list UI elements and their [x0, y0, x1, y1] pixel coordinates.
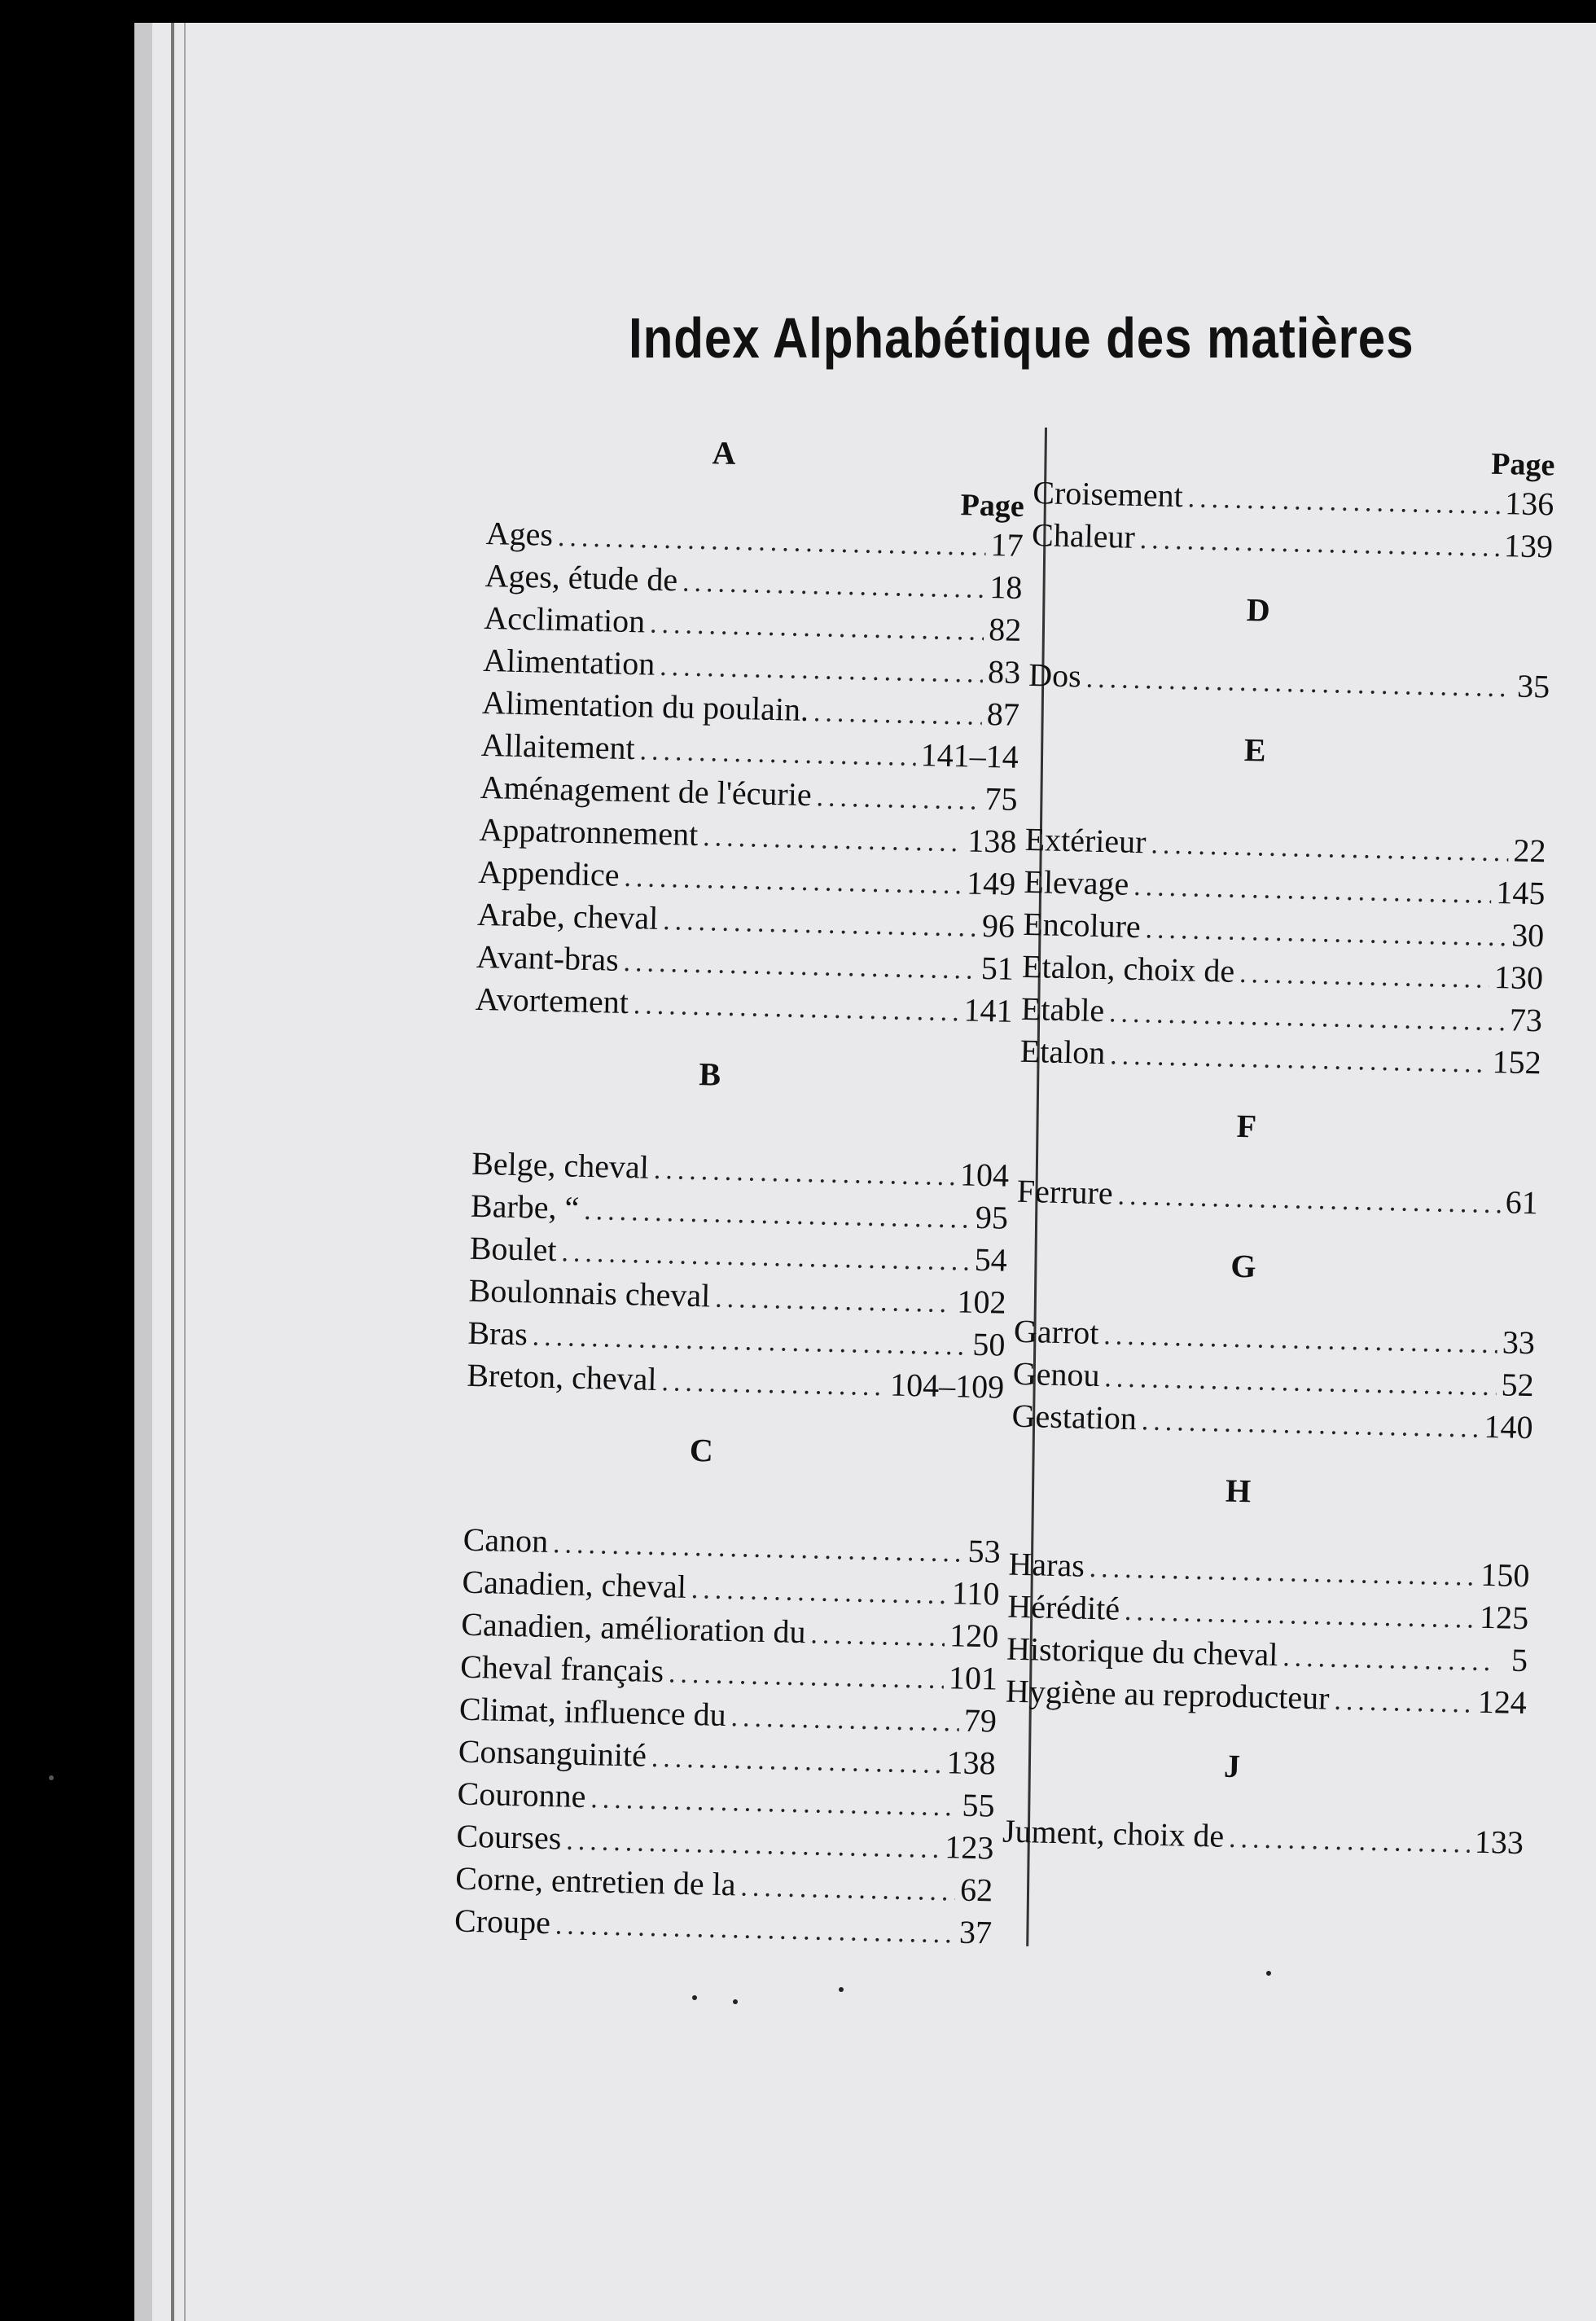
section-a-entries — [475, 512, 1024, 1033]
entry-term: Gestation — [1011, 1397, 1138, 1437]
entry-term: Avant-bras — [476, 937, 620, 978]
section-g-entries — [1011, 1310, 1535, 1449]
section-b-entries — [467, 1143, 1010, 1409]
entry-page: 110 — [951, 1574, 1000, 1612]
entry-page: 104 — [959, 1156, 1010, 1194]
section-letter-e: E — [1243, 731, 1267, 769]
section-letter-f: F — [1236, 1107, 1257, 1145]
entry-page: 133 — [1474, 1823, 1524, 1862]
entry-page: 54 — [974, 1240, 1008, 1279]
leader-dots — [703, 816, 963, 864]
page-column-header: Page — [960, 488, 1025, 524]
leader-dots — [555, 1904, 954, 1955]
entry-term: Acclimation — [483, 599, 646, 640]
leader-dots — [1239, 953, 1490, 1001]
entry-page: 138 — [946, 1744, 997, 1782]
leader-dots — [1117, 1175, 1501, 1226]
entry-term: Cheval français — [459, 1648, 664, 1690]
leader-dots — [816, 776, 980, 823]
entry-term: Alimentation — [482, 641, 656, 682]
section-letter-c: C — [689, 1431, 714, 1469]
entry-term: Canadien, cheval — [462, 1563, 687, 1605]
entry-term: Croupe — [454, 1902, 551, 1941]
entry-page: 145 — [1495, 874, 1546, 912]
leader-dots — [1139, 519, 1499, 569]
index-column-right — [1002, 436, 1555, 1864]
entry-term: Etalon — [1019, 1032, 1106, 1072]
entry-term: Hérédité — [1006, 1587, 1120, 1627]
binding-line — [171, 23, 174, 2321]
entry-term: Jument, choix de — [1002, 1812, 1225, 1854]
entry-term: Haras — [1008, 1545, 1085, 1584]
leader-dots — [624, 857, 962, 906]
scan-speck — [733, 1999, 738, 2004]
entry-term: Alimentation du poulain. — [481, 683, 809, 729]
entry-page: 35 — [1516, 667, 1550, 705]
binding-line-secondary — [184, 23, 186, 2321]
entry-term: Canadien, amélioration du — [460, 1605, 807, 1651]
entry-page: 138 — [967, 822, 1017, 860]
entry-term: Boulonnais cheval — [468, 1271, 711, 1314]
entry-page: 61 — [1505, 1183, 1539, 1222]
scan-border-top — [0, 0, 1596, 23]
entry-term: Dos — [1028, 656, 1082, 695]
entry-page: 30 — [1510, 916, 1545, 954]
entry-page: 130 — [1493, 958, 1544, 997]
entry-page: 87 — [986, 695, 1020, 733]
entry-term: Boulet — [469, 1229, 558, 1269]
entry-term: Croisement — [1032, 473, 1184, 515]
entry-term: Arabe, cheval — [476, 895, 659, 937]
entry-page: 125 — [1479, 1598, 1529, 1637]
entry-page: 5 — [1510, 1641, 1528, 1679]
entry-term: Consanguinité — [458, 1732, 647, 1774]
entry-page: 140 — [1484, 1407, 1534, 1446]
entry-page: 62 — [959, 1871, 993, 1909]
entry-page: 33 — [1502, 1323, 1536, 1362]
entry-term: Breton, cheval — [466, 1356, 658, 1397]
leader-dots — [1229, 1818, 1471, 1866]
entry-page: 37 — [958, 1913, 993, 1951]
scan-speck — [49, 1775, 54, 1780]
leader-dots — [1334, 1680, 1474, 1726]
entry-term: Appendice — [477, 853, 620, 893]
entry-page: 73 — [1509, 1001, 1543, 1039]
leader-dots — [663, 900, 978, 950]
entry-page: 22 — [1513, 831, 1547, 870]
section-h-entries — [1005, 1543, 1530, 1724]
leader-dots — [633, 984, 959, 1033]
entry-term: Extérieur — [1024, 820, 1147, 861]
scan-speck — [839, 1987, 844, 1992]
entry-page: 104–109 — [889, 1366, 1005, 1406]
scan-speck — [692, 1995, 697, 2000]
entry-term: Climat, influence du — [458, 1690, 727, 1734]
page-edge — [134, 23, 152, 2321]
entry-page: 52 — [1501, 1366, 1535, 1404]
leader-dots — [715, 1278, 953, 1326]
leader-dots — [682, 561, 985, 610]
entry-term: Encolure — [1022, 905, 1142, 946]
page-title: Index Alphabétique des matières — [629, 306, 1414, 370]
entry-page: 83 — [987, 652, 1021, 691]
entry-page: 141–14 — [920, 736, 1019, 775]
entry-term: Hygiène au reproducteur — [1005, 1672, 1331, 1717]
entry-page: 136 — [1504, 485, 1554, 523]
entry-term: Appatronnement — [479, 810, 699, 853]
entry-term: Aménagement de l'écurie — [480, 768, 813, 814]
section-letter-b: B — [698, 1055, 721, 1093]
leader-dots — [1187, 477, 1501, 527]
entry-term: Etalon, choix de — [1021, 947, 1235, 989]
leader-dots — [813, 691, 982, 738]
entry-term: Chaleur — [1031, 516, 1136, 555]
leader-dots — [653, 1149, 955, 1198]
entry-term: Elevage — [1024, 862, 1129, 902]
section-letter-h: H — [1225, 1472, 1252, 1510]
entry-term: Allaitement — [480, 726, 636, 767]
entry-page: 149 — [966, 864, 1016, 902]
entry-page: 152 — [1492, 1042, 1542, 1082]
page-column-header: Page — [1490, 446, 1555, 483]
entry-term: Ages — [485, 514, 554, 553]
entry-term: Couronne — [457, 1775, 586, 1815]
entry-term: Bras — [467, 1314, 528, 1353]
entry-page: 150 — [1480, 1555, 1530, 1595]
entry-term: Ferrure — [1016, 1172, 1114, 1212]
entry-page: 124 — [1477, 1683, 1528, 1722]
leader-dots — [1110, 1034, 1489, 1086]
entry-term: Garrot — [1013, 1312, 1099, 1352]
entry-page: 50 — [971, 1325, 1006, 1363]
entry-term: Etable — [1020, 989, 1105, 1029]
entry-page: 101 — [948, 1659, 998, 1697]
entry-page: 18 — [989, 568, 1023, 606]
entry-page: 102 — [957, 1283, 1007, 1321]
entry-term: Courses — [456, 1817, 562, 1857]
entry-term: Corne, entretien de la — [454, 1859, 737, 1903]
leader-dots — [651, 1737, 942, 1786]
entry-page: 139 — [1503, 527, 1554, 565]
leader-dots — [810, 1613, 945, 1659]
section-c-entries — [454, 1519, 1002, 1955]
entry-page: 53 — [967, 1532, 1002, 1570]
entry-page: 96 — [981, 906, 1015, 945]
leader-dots — [740, 1866, 956, 1913]
section-letter-d: D — [1246, 590, 1271, 629]
entry-term: Ages, étude de — [484, 556, 678, 599]
entry-term: Avortement — [475, 980, 629, 1021]
entry-page: 79 — [963, 1701, 998, 1740]
index-column-left — [454, 419, 1026, 1954]
entry-page: 51 — [980, 949, 1015, 987]
section-e-entries — [1019, 818, 1546, 1084]
entry-page: 55 — [962, 1786, 996, 1824]
entry-page: 82 — [988, 611, 1022, 648]
entry-term: Genou — [1012, 1354, 1100, 1394]
entry-term: Canon — [463, 1520, 549, 1560]
entry-page: 17 — [990, 526, 1024, 564]
leader-dots — [1141, 1400, 1480, 1450]
entry-page: 141 — [963, 991, 1014, 1029]
entry-page: 123 — [944, 1828, 994, 1867]
entry-term: Historique du cheval — [1006, 1630, 1278, 1674]
section-letter-g: G — [1230, 1247, 1257, 1285]
entry-page: 120 — [949, 1617, 999, 1655]
entry-term: Belge, cheval — [471, 1144, 650, 1186]
section-letter-j: J — [1223, 1747, 1241, 1785]
entry-page: 75 — [984, 779, 1019, 818]
section-letter-a: A — [712, 434, 737, 472]
entry-term: Barbe, “ — [470, 1187, 580, 1226]
section-c-continued-entries — [1032, 472, 1554, 568]
entry-page: 95 — [975, 1198, 1009, 1236]
scan-speck — [1266, 1971, 1271, 1976]
leader-dots — [649, 603, 984, 653]
leader-dots — [730, 1696, 959, 1744]
